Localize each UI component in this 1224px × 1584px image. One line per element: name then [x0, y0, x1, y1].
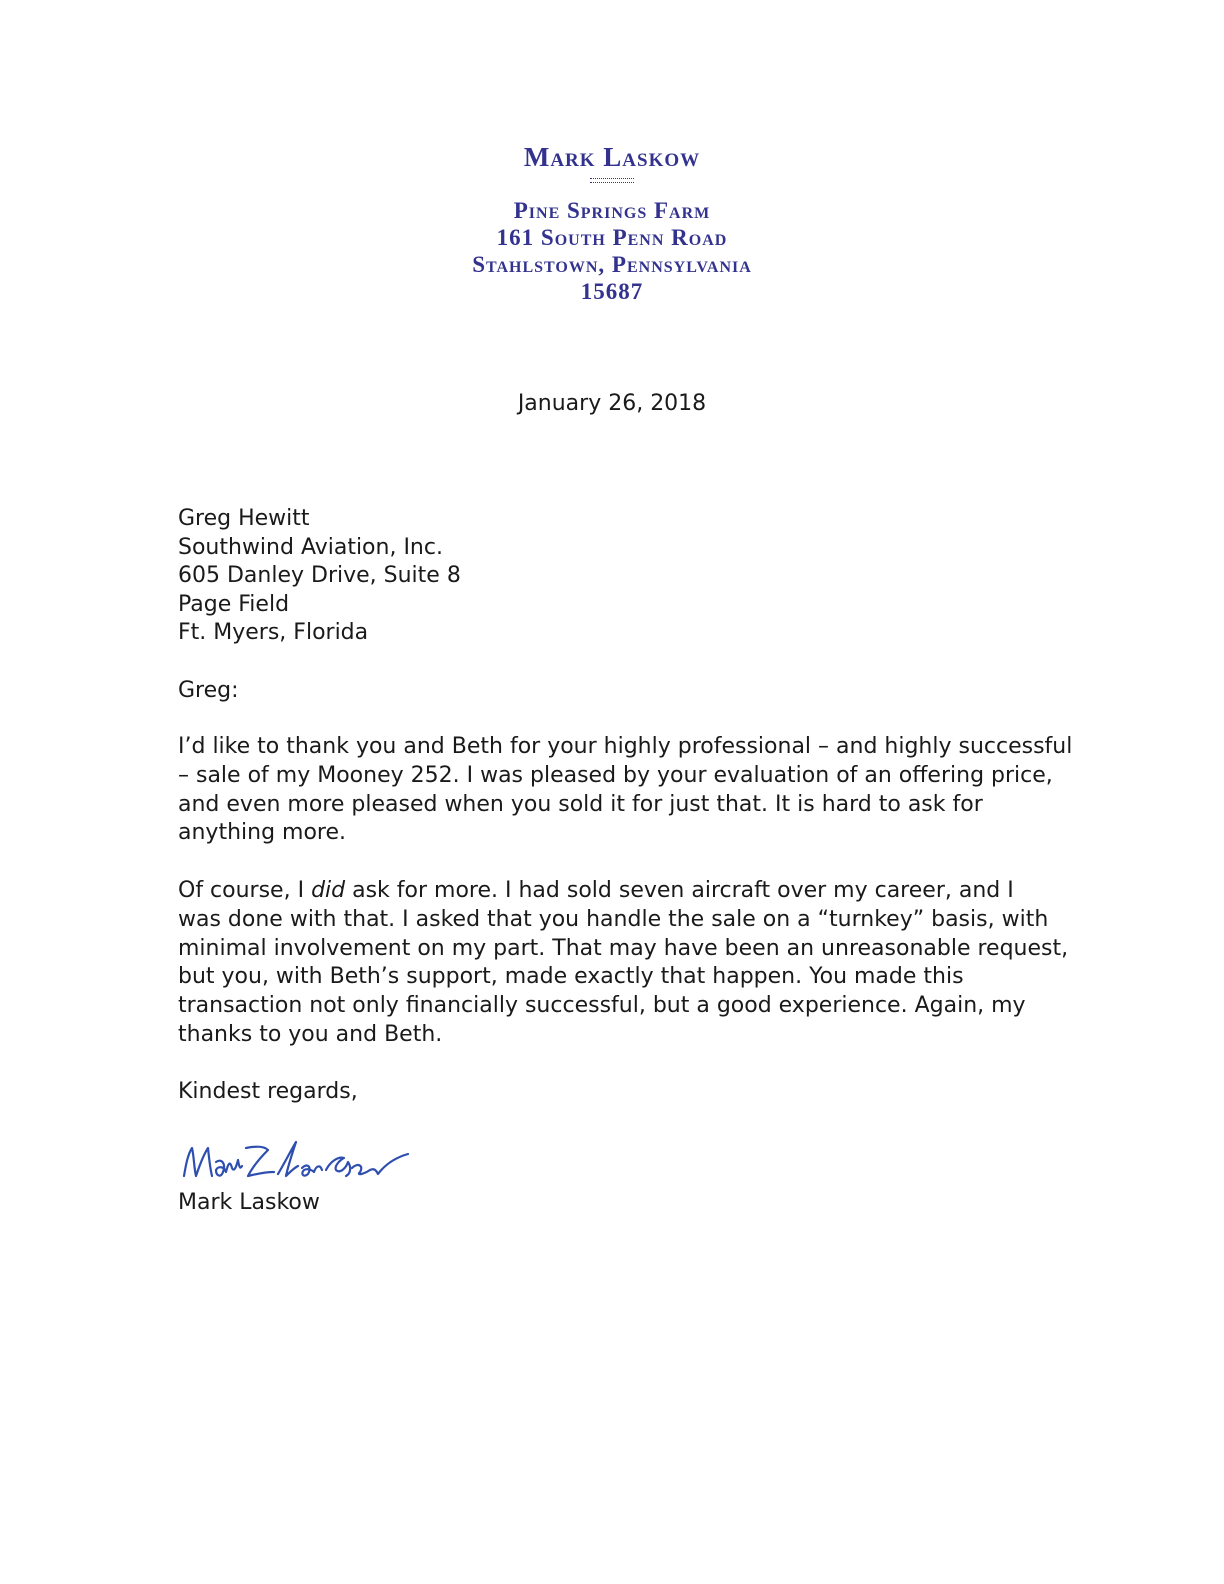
body-paragraph-2	[178, 877, 1069, 1050]
letterhead-address-line: 161 South Penn Road	[496, 225, 728, 250]
paragraph-line	[178, 877, 1058, 906]
paragraph-line: anything more.	[178, 820, 347, 846]
letterhead-name: Mark Laskow	[523, 142, 701, 172]
paragraph-text: Of course, I	[178, 878, 312, 903]
paragraph-line: I’d like to thank you and Beth for your highly professional – and highly successful	[178, 734, 1073, 759]
letterhead-address-line: 15687	[580, 279, 644, 304]
letterhead-divider	[590, 178, 634, 183]
paragraph-line: transaction not only financially successful, but a good experience. Again, my	[178, 993, 1026, 1019]
signer-name: Mark Laskow	[178, 1190, 320, 1215]
salutation: Greg:	[178, 678, 239, 703]
recipient-line: Southwind Aviation, Inc.	[178, 534, 443, 560]
emphasized-word: did	[311, 878, 346, 903]
paragraph-line: was done with that. I asked that you handle the sale on a “turnkey” basis, with	[178, 906, 1049, 932]
letterhead-address	[0, 197, 1224, 305]
letter-date: January 26, 2018	[517, 391, 707, 416]
recipient-line: Greg Hewitt	[178, 506, 310, 531]
letterhead-address-line: Stahlstown, Pennsylvania	[472, 252, 752, 277]
recipient-address-block	[178, 505, 461, 648]
paragraph-line: thanks to you and Beth.	[178, 1021, 443, 1047]
paragraph-line: but you, with Beth’s support, made exactly that happen. You made this	[178, 964, 964, 990]
body-paragraph-1	[178, 733, 1073, 848]
paragraph-line: – sale of my Mooney 252. I was pleased by your evaluation of an offering price,	[178, 762, 1053, 788]
recipient-line: Page Field	[178, 591, 290, 617]
paragraph-line: minimal involvement on my part. That may have been an unreasonable request,	[178, 935, 1069, 961]
paragraph-line: and even more pleased when you sold it for just that. It is hard to ask for	[178, 791, 983, 817]
paragraph-text: ask for more. I had sold seven aircraft over my career, and I	[345, 878, 1014, 903]
letterhead-address-line: Pine Springs Farm	[513, 198, 711, 223]
signature-ink	[184, 1142, 408, 1176]
recipient-line: 605 Danley Drive, Suite 8	[178, 563, 461, 588]
handwritten-signature	[176, 1128, 426, 1194]
closing: Kindest regards,	[178, 1079, 358, 1104]
recipient-line: Ft. Myers, Florida	[178, 620, 369, 645]
letterhead	[0, 140, 1224, 305]
